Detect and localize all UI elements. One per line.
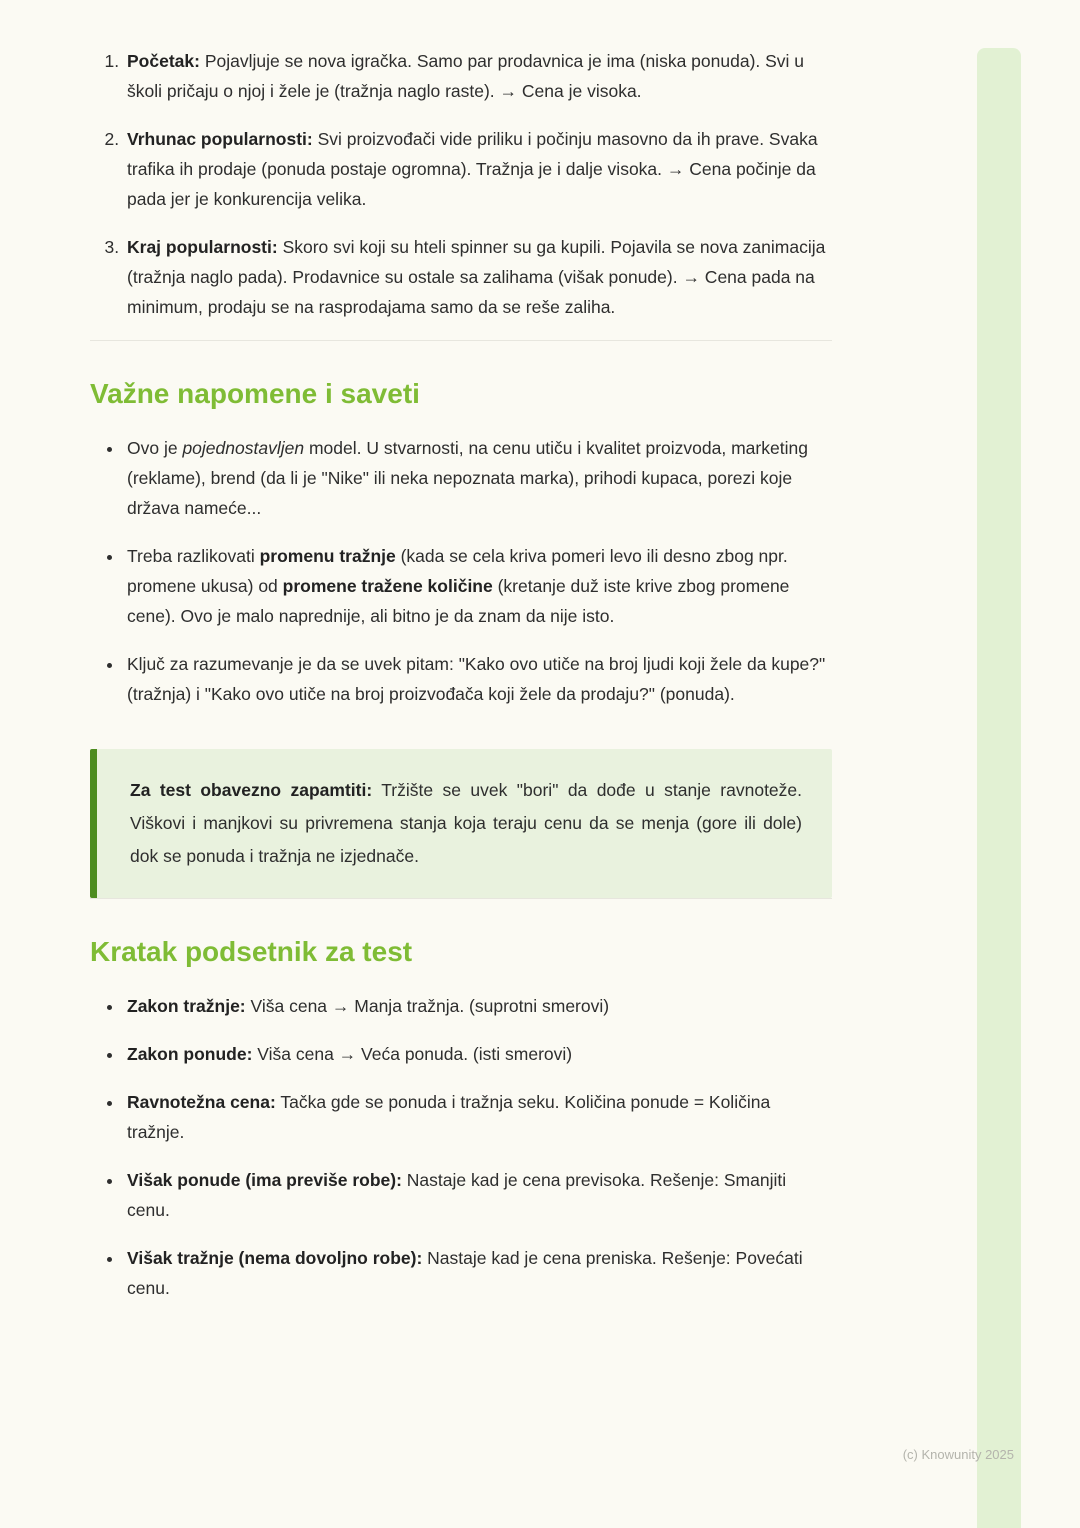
numbered-list-item: 2. Vrhunac popularnosti: Svi proizvođači vide priliku i počinju masovno da ih prave. Svaka trafika ih prodaje (ponuda postaje ogromna). Tražnja je i dalje visoka. → Cena počinje da pada jer je konkurencija velika. xyxy=(124,124,832,214)
bullet-list-item: • Višak tražnje (nema dovoljno robe): Nastaje kad je cena preniska. Rešenje: Povećati cenu. xyxy=(124,1243,832,1303)
section-divider xyxy=(90,898,832,899)
numbered-list-item: 3. Kraj popularnosti: Skoro svi koji su hteli spinner su ga kupili. Pojavila se nova zanimacija (tražnja naglo pada). Prodavnice su ostale sa zalihama (višak ponude). → Cena pada na minimum, prodaju se na rasprodajama samo da se reše zaliha. xyxy=(124,232,832,322)
document-content xyxy=(90,46,832,1321)
bullet-list-item: • Višak ponude (ima previše robe): Nastaje kad je cena previsoka. Rešenje: Smanjiti cenu. xyxy=(124,1165,832,1225)
test-reminder-callout xyxy=(90,749,832,898)
section-divider xyxy=(90,340,832,341)
numbered-list-item: 1. Početak: Pojavljuje se nova igračka. Samo par prodavnica je ima (niska ponuda). Svi u školi pričaju o njoj i žele je (tražnja naglo raste). → Cena je visoka. xyxy=(124,46,832,106)
bullet-list-item: • Treba razlikovati promenu tražnje (kada se cela kriva pomeri levo ili desno zbog npr. promene ukusa) od promene tražene količine (kretanje duž iste krive zbog promene cene). Ovo je malo naprednije, ali bitno je da znam da nije isto. xyxy=(124,541,832,631)
bullet-list-item: • Zakon tražnje: Viša cena → Manja tražnja. (suprotni smerovi) xyxy=(124,991,832,1021)
watermark: (c) Knowunity 2025 xyxy=(902,1447,1014,1462)
section-title-napomene: Važne napomene i saveti xyxy=(90,378,420,409)
bullet-list-item: • Zakon ponude: Viša cena → Veća ponuda. (isti smerovi) xyxy=(124,1039,832,1069)
lifecycle-numbered-list xyxy=(90,46,832,322)
bullet-list-item: • Ključ za razumevanje je da se uvek pitam: "Kako ovo utiče na broj ljudi koji žele da kupe?" (tražnja) i "Kako ovo utiče na broj proizvođača koji žele da prodaju?" (ponuda). xyxy=(124,649,832,709)
section-title-podsetnik: Kratak podsetnik za test xyxy=(90,936,413,967)
scrollbar-track[interactable] xyxy=(977,48,1021,1528)
napomene-bullet-list xyxy=(90,433,832,709)
callout-text: Za test obavezno zapamtiti: Tržište se uvek "bori" da dođe u stanje ravnoteže. Viškovi i manjkovi su privremena stanja koja teraju cenu da se menja (gore ili dole) dok se ponuda i tražnja ne izjednače. xyxy=(130,780,803,866)
bullet-list-item: • Ovo je pojednostavljen model. U stvarnosti, na cenu utiču i kvalitet proizvoda, marketing (reklame), brend (da li je "Nike" ili neka nepoznata marka), prihodi kupaca, porezi koje država nameće... xyxy=(124,433,832,523)
bullet-list-item: • Ravnotežna cena: Tačka gde se ponuda i tražnja seku. Količina ponude = Količina tražnje. xyxy=(124,1087,832,1147)
podsetnik-bullet-list xyxy=(90,991,832,1303)
